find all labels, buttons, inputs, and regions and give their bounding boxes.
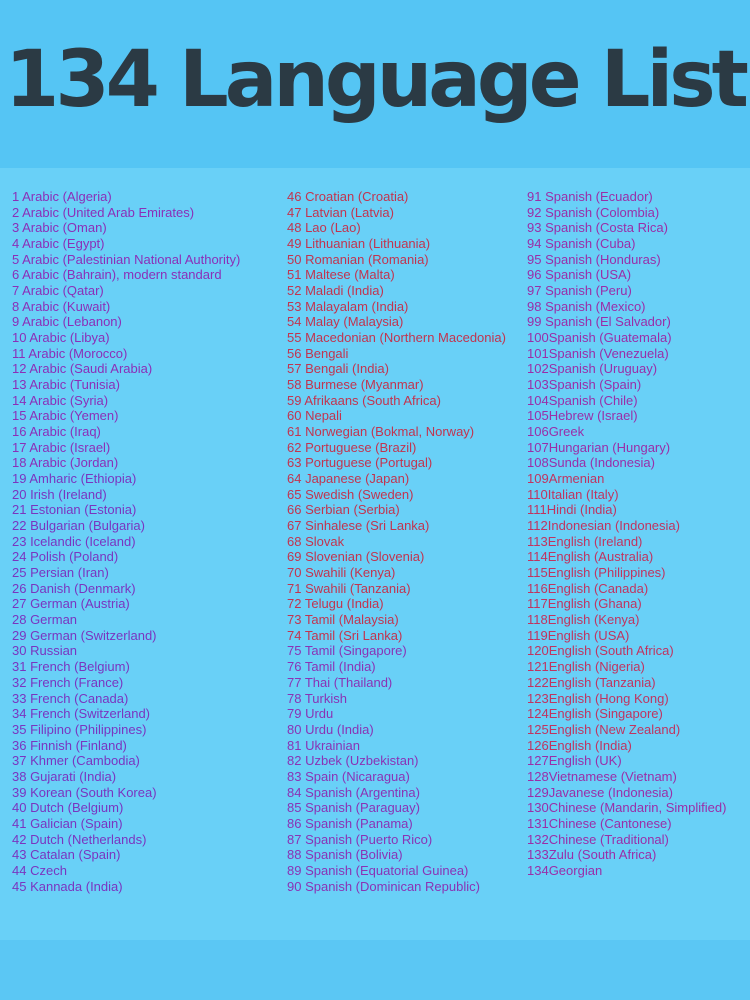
language-item: 66 Serbian (Serbia) xyxy=(287,502,400,518)
language-item: 13 Arabic (Tunisia) xyxy=(12,377,120,393)
language-item: 81 Ukrainian xyxy=(287,737,360,753)
language-item: 14 Arabic (Syria) xyxy=(12,392,109,408)
language-item: 131Chinese (Cantonese) xyxy=(527,815,672,831)
language-item: 56 Bengali xyxy=(287,345,349,361)
language-item: 3 Arabic (Oman) xyxy=(12,220,107,236)
language-item: 72 Telugu (India) xyxy=(287,596,384,612)
language-item: 97 Spanish (Peru) xyxy=(527,283,632,299)
language-item: 67 Sinhalese (Sri Lanka) xyxy=(287,518,430,534)
language-item: 73 Tamil (Malaysia) xyxy=(287,612,399,628)
language-item: 88 Spanish (Bolivia) xyxy=(287,847,403,863)
language-item: 83 Spain (Nicaragua) xyxy=(287,768,410,784)
language-item: 89 Spanish (Equatorial Guinea) xyxy=(287,862,469,878)
language-item: 10 Arabic (Libya) xyxy=(12,330,110,346)
language-item: 132Chinese (Traditional) xyxy=(527,831,669,847)
language-item: 48 Lao (Lao) xyxy=(287,220,361,236)
language-item: 62 Portuguese (Brazil) xyxy=(287,439,417,455)
language-item: 35 Filipino (Philippines) xyxy=(12,721,147,737)
language-item: 21 Estonian (Estonia) xyxy=(12,502,137,518)
language-item: 45 Kannada (India) xyxy=(12,878,123,894)
language-item: 101Spanish (Venezuela) xyxy=(527,345,669,361)
language-item: 125English (New Zealand) xyxy=(527,721,681,737)
language-item: 61 Norwegian (Bokmal, Norway) xyxy=(287,424,475,440)
language-item: 85 Spanish (Paraguay) xyxy=(287,800,420,816)
language-item: 127English (UK) xyxy=(527,753,622,769)
page-title: 134 Language List xyxy=(5,35,745,125)
language-item: 71 Swahili (Tanzania) xyxy=(287,580,411,596)
language-item: 111Hindi (India) xyxy=(527,502,617,518)
language-item: 36 Finnish (Finland) xyxy=(12,737,127,753)
language-item: 33 French (Canada) xyxy=(12,690,129,706)
language-item: 50 Romanian (Romania) xyxy=(287,251,429,267)
language-item: 114English (Australia) xyxy=(527,549,654,565)
language-item: 16 Arabic (Iraq) xyxy=(12,424,101,440)
language-item: 41 Galician (Spain) xyxy=(12,815,123,831)
language-item: 40 Dutch (Belgium) xyxy=(12,800,124,816)
language-column-2 xyxy=(287,189,506,894)
language-item: 4 Arabic (Egypt) xyxy=(12,236,105,252)
language-item: 49 Lithuanian (Lithuania) xyxy=(287,236,431,252)
language-item: 47 Latvian (Latvia) xyxy=(287,204,394,220)
language-item: 103Spanish (Spain) xyxy=(527,377,642,393)
language-item: 78 Turkish xyxy=(287,690,347,706)
language-item: 91 Spanish (Ecuador) xyxy=(527,189,653,204)
language-item: 53 Malayalam (India) xyxy=(287,298,409,314)
language-item: 68 Slovak xyxy=(287,533,345,549)
language-item: 77 Thai (Thailand) xyxy=(287,674,393,690)
language-item: 52 Maladi (India) xyxy=(287,283,384,299)
language-item: 9 Arabic (Lebanon) xyxy=(12,314,122,330)
language-item: 116English (Canada) xyxy=(527,580,649,596)
language-item: 133Zulu (South Africa) xyxy=(527,847,657,863)
language-item: 121English (Nigeria) xyxy=(527,659,645,675)
language-item: 5 Arabic (Palestinian National Authority) xyxy=(12,251,241,267)
language-item: 119English (USA) xyxy=(527,627,630,643)
language-item: 24 Polish (Poland) xyxy=(12,549,119,565)
language-item: 58 Burmese (Myanmar) xyxy=(287,377,424,393)
language-item: 11 Arabic (Morocco) xyxy=(12,345,128,361)
language-item: 60 Nepali xyxy=(287,408,342,424)
language-item: 108Sunda (Indonesia) xyxy=(527,455,655,471)
language-item: 123English (Hong Kong) xyxy=(527,690,669,706)
language-item: 19 Amharic (Ethiopia) xyxy=(12,471,137,487)
language-item: 106Greek xyxy=(527,424,585,440)
language-item: 18 Arabic (Jordan) xyxy=(12,455,119,471)
language-item: 8 Arabic (Kuwait) xyxy=(12,298,111,314)
language-item: 37 Khmer (Cambodia) xyxy=(12,753,140,769)
language-item: 87 Spanish (Puerto Rico) xyxy=(287,831,433,847)
language-item: 32 French (France) xyxy=(12,674,124,690)
language-item: 2 Arabic (United Arab Emirates) xyxy=(12,204,195,220)
language-item: 59 Afrikaans (South Africa) xyxy=(287,392,441,408)
language-item: 28 German xyxy=(12,612,78,628)
language-item: 74 Tamil (Sri Lanka) xyxy=(287,627,403,643)
language-item: 124English (Singapore) xyxy=(527,706,663,722)
language-item: 96 Spanish (USA) xyxy=(527,267,632,283)
language-item: 95 Spanish (Honduras) xyxy=(527,251,661,267)
language-item: 84 Spanish (Argentina) xyxy=(287,784,420,800)
language-item: 23 Icelandic (Iceland) xyxy=(12,533,136,549)
language-item: 29 German (Switzerland) xyxy=(12,627,157,643)
language-item: 130Chinese (Mandarin, Simplified) xyxy=(527,800,727,816)
language-item: 94 Spanish (Cuba) xyxy=(527,236,636,252)
language-item: 15 Arabic (Yemen) xyxy=(12,408,119,424)
language-item: 126English (India) xyxy=(527,737,632,753)
language-item: 79 Urdu xyxy=(287,706,334,722)
language-item: 118English (Kenya) xyxy=(527,612,640,628)
language-item: 128Vietnamese (Vietnam) xyxy=(527,768,677,784)
language-item: 55 Macedonian (Northern Macedonia) xyxy=(287,330,506,346)
language-item: 92 Spanish (Colombia) xyxy=(527,204,660,220)
language-item: 76 Tamil (India) xyxy=(287,659,376,675)
language-item: 1 Arabic (Algeria) xyxy=(12,189,112,204)
language-item: 44 Czech xyxy=(12,862,67,878)
language-item: 86 Spanish (Panama) xyxy=(287,815,413,831)
language-item: 6 Arabic (Bahrain), modern standard xyxy=(12,267,222,283)
language-item: 109Armenian xyxy=(527,471,605,487)
language-item: 46 Croatian (Croatia) xyxy=(287,189,409,204)
language-item: 82 Uzbek (Uzbekistan) xyxy=(287,753,419,769)
language-item: 122English (Tanzania) xyxy=(527,674,656,690)
language-item: 39 Korean (South Korea) xyxy=(12,784,157,800)
language-item: 113English (Ireland) xyxy=(527,533,643,549)
language-item: 90 Spanish (Dominican Republic) xyxy=(287,878,480,894)
language-item: 57 Bengali (India) xyxy=(287,361,389,377)
language-item: 110Italian (Italy) xyxy=(527,486,619,502)
language-item: 27 German (Austria) xyxy=(12,596,130,612)
language-item: 63 Portuguese (Portugal) xyxy=(287,455,433,471)
language-item: 115English (Philippines) xyxy=(527,565,666,581)
language-item: 80 Urdu (India) xyxy=(287,721,374,737)
language-item: 42 Dutch (Netherlands) xyxy=(12,831,147,847)
language-item: 31 French (Belgium) xyxy=(12,659,130,675)
language-item: 65 Swedish (Sweden) xyxy=(287,486,414,502)
language-item: 120English (South Africa) xyxy=(527,643,674,659)
language-item: 43 Catalan (Spain) xyxy=(12,847,121,863)
language-item: 70 Swahili (Kenya) xyxy=(287,565,396,581)
language-item: 25 Persian (Iran) xyxy=(12,565,109,581)
language-item: 129Javanese (Indonesia) xyxy=(527,784,673,800)
language-item: 38 Gujarati (India) xyxy=(12,768,117,784)
language-item: 100Spanish (Guatemala) xyxy=(527,330,672,346)
language-item: 22 Bulgarian (Bulgaria) xyxy=(12,518,145,534)
language-item: 51 Maltese (Malta) xyxy=(287,267,395,283)
language-item: 75 Tamil (Singapore) xyxy=(287,643,407,659)
language-item: 69 Slovenian (Slovenia) xyxy=(287,549,425,565)
language-item: 54 Malay (Malaysia) xyxy=(287,314,404,330)
language-item: 12 Arabic (Saudi Arabia) xyxy=(12,361,153,377)
language-column-3 xyxy=(527,189,726,879)
language-item: 102Spanish (Uruguay) xyxy=(527,361,658,377)
language-item: 104Spanish (Chile) xyxy=(527,392,638,408)
language-item: 112Indonesian (Indonesia) xyxy=(527,518,680,534)
language-item: 7 Arabic (Qatar) xyxy=(12,283,104,299)
language-item: 26 Danish (Denmark) xyxy=(12,580,136,596)
language-item: 99 Spanish (El Salvador) xyxy=(527,314,671,330)
language-item: 93 Spanish (Costa Rica) xyxy=(527,220,668,236)
language-item: 134Georgian xyxy=(527,862,603,878)
language-item: 17 Arabic (Israel) xyxy=(12,439,111,455)
language-item: 30 Russian xyxy=(12,643,78,659)
language-item: 64 Japanese (Japan) xyxy=(287,471,410,487)
language-item: 105Hebrew (Israel) xyxy=(527,408,638,424)
language-item: 20 Irish (Ireland) xyxy=(12,486,107,502)
language-item: 107Hungarian (Hungary) xyxy=(527,439,671,455)
language-item: 98 Spanish (Mexico) xyxy=(527,298,646,314)
bottom-band xyxy=(0,940,750,1000)
language-item: 117English (Ghana) xyxy=(527,596,642,612)
language-item: 34 French (Switzerland) xyxy=(12,706,150,722)
language-column-1 xyxy=(12,189,240,894)
